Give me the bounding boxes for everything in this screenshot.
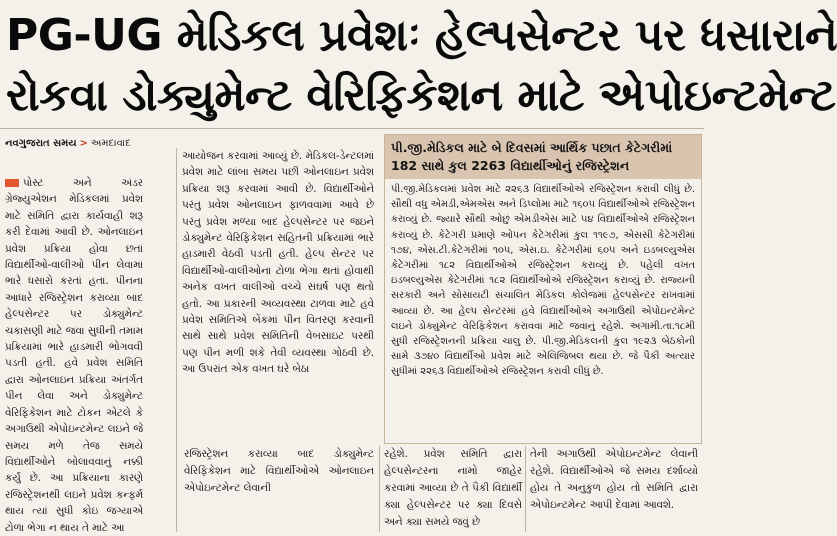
byline-source: નવગુજરાત સમય (5, 138, 77, 149)
column-divider-2 (379, 446, 380, 532)
sidebar-box-text: પી.જી.મેડિકલમાં પ્રવેશ માટે ૨૨૬૩ વિદ્યાર્થીઓએ રજિસ્ટ્રેશન કરાવી લીધું છે. સૌથી વધુ એમડી,એમએસ અને ડિપ્લોમા માટે ૧૬૦૫ વિદ્યાર્થીઓએ રજિસ્ટ્રેશન કરાવ્યું છે. જ્યારે સૌથી ઓછું એમડીએસ માટે ૫૪ વિદ્યાર્થીઓએ રજિસ્ટ્રેશન કરાવ્યું છે. કેટેગરી પ્રમાણે ઓપન કેટેગરીમાં કુલ ૧૧૯૭, એસસી કેટેગરીમાં ૧૭૪, એસ.ટી.કેટેગરીમાં ૧૦૫, એસ.ઇ. કેટેગરીમાં ૬૦૫ અને ઇડબલ્યુએસ કેટેગરીમાં ૧૮૨ વિદ્યાર્થીઓએ રજિસ્ટ્રેશન કરાવ્યું છે. પહેલી વખત ઇડબલ્યુએસ કેટેગરીમાં ૧૮૨ વિદ્યાર્થીઓએ રજિસ્ટ્રેશન કરાવ્યું છે. રાજ્યની સરકારી અને સોસાયટી સંચાલિત મેડિકલ કોલેજમાં હેલ્પસેન્ટર રાખવામાં આવ્યા છે. આ હેલ્પ સેન્ટરમાં હવે વિદ્યાર્થીઓએ અગાઉથી એપોઇન્ટમેન્ટ લઇને ડોક્યુમેન્ટ વેરિફિકેશન કરાવવા માટે જવાનું રહેશે. અગામી.તા.૧૮મી સુધી રજિસ્ટ્રેશનની પ્રક્રિયા ચાલુ છે. પી.જી.મેડિકલની કુલ ૧૯૨૩ બેઠકોની સામે ૩૭૪૦ વિદ્યાર્થીઓ પ્રવેશ માટે એલિજિબલ થયા છે. જે પૈકી અત્યાર સુધીમાં ૨૨૬૩ વિદ્યાર્થીઓએ રજિસ્ટ્રેશન કરાવી લીધું છે. (391, 184, 695, 378)
column-2-text: આયોજન કરવામાં આવ્યું છે. મેડિકલ-ડેન્ટલમાં પ્રવેશ માટે લાંબા સમય પછી ઓનલાઇન પ્રવેશ પ્રક્રિયા શરૂ કરવામાં આવી છે. વિદ્યાર્થીઓને પરંતુ પ્રવેશ ઓનલાઇન ફાળવવામાં આવે છે પરંતુ પ્રવેશ મળ્યા બાદ હેલ્પસેન્ટર પર જઇને ડોક્યુમેન્ટ વેરિફિકેશન સહિતની પ્રક્રિયામાં ભારે હાડમારી વેઠવી પડતી હતી. હેલ્પ સેન્ટર પર વિદ્યાર્થીઓ-વાલીઓના ટોળા ભેગા થતાં હોવાથી અનેક વખત વાલીઓ વચ્ચે સંઘર્ષ પણ થતો હતો. આ પ્રકારની અવ્યવસ્થા ટાળવા માટે હવે પ્રવેશ સમિતિએ બેંકમાં પીન વિતરણ કરવાની સાથે સાથે પ્રવેશ સમિતિની વેબસાઇટ પરથી પણ પીન મળી શકે તેવી વ્યવસ્થા ગોઠવી છે. આ ઉપરાંત એક વખત ઘરે બેઠા (182, 150, 374, 376)
byline-city: અમદાવાદ (90, 138, 131, 149)
bottom-column-3: રહેશે. પ્રવેશ સમિતિ દ્વારા હેલ્પસેન્ટરના નામો જાહેર કરવામાં આવ્યા છે તે પૈકી વિદ્યાર્થી ક્યા હેલ્પસેન્ટર પર ક્યા દિવસે અને ક્યા સમયે જવું છે (384, 448, 522, 528)
headline (0, 0, 837, 128)
sidebar-title-line-1: પી.જી.મેડિકલ માટે બે દિવસમાં આર્થિક પછાત કેટેગરીમાં (391, 140, 673, 155)
column-divider-1 (176, 148, 177, 532)
column-1-text: પોસ્ટ અને અંડર ગ્રેજ્યુએશન મેડિકલમાં પ્રવેશ માટે સમિતિ દ્વારા કાર્યવાહી શરૂ કરી દેવામાં આવી છે. ઓનલાઇન પ્રવેશ પ્રક્રિયા હોવા છતાં વિદ્યાર્થીઓ-વાલીઓ પીન લેવામાં ભારે ધસારો કરતાં હતા. પીનના આધારે રજિસ્ટ્રેશન કરાવ્યા બાદ હેલ્પસેન્ટર પર ડોક્યુમેન્ટ ચકાસણી માટે જવા સુધીની તમામ પ્રક્રિયામાં ભારે હાડમારી ભોગવવી પડતી હતી. હવે પ્રવેશ સમિતિ દ્વારા ઓનલાઇન પ્રક્રિયા અંતર્ગત પીન લેવા અને ડોક્યુમેન્ટ વેરિફિકેશન માટે ટોકન એટલે કે અગાઉથી એપોઇન્ટમેન્ટ લઇને જે સમય મળે તેજ સમયે વિદ્યાર્થીઓને બોલાવવાનું નક્કી કર્યું છે. આ પ્રક્રિયાના કારણે રજિસ્ટ્રેશનથી લઇને પ્રવેશ કન્ફર્મ થાય ત્યાં સુધી કોઇ જગ્યાએ ટોળા ભેગા ન થાય તે માટે આ (5, 177, 143, 534)
column-divider-3 (525, 446, 526, 532)
headline-line-2: રોકવા ડોક્યુમેન્ટ વેરિફિકેશન માટે એપોઇન્ટમેન્ટ (6, 70, 836, 121)
sidebar-box (384, 134, 702, 444)
bottom-column-2: રજિસ્ટ્રેશન કરાવ્યા બાદ ડોક્યુમેન્ટ વેરિફિકેશન માટે વિદ્યાર્થીઓએ ઓનલાઇન એપોઇન્ટમેન્ટ લેવાની (184, 448, 374, 494)
byline-separator: > (79, 138, 88, 149)
headline-divider (0, 128, 704, 129)
sidebar-title-line-2: 182 સાથે કુલ 2263 વિદ્યાર્થીઓનું રજિસ્ટ્રેશન (391, 158, 630, 173)
sidebar-box-title (385, 135, 701, 179)
bottom-column-4: તેની અગાઉથી એપોઇન્ટમેન્ટ લેવાની રહેશે. વિદ્યાર્થીઓએ જે સમય દર્શાવ્યો હોય તે અનુકુળ હોય તો સમિતિ દ્વારા એપોઇન્ટમેન્ટ આપી દેવામાં આવશે. (530, 448, 698, 511)
lead-marker-icon (5, 179, 19, 187)
article-column-2 (182, 148, 374, 442)
byline (5, 138, 131, 149)
article-column-1 (5, 175, 143, 534)
headline-line-1: PG-UG મેડિકલ પ્રવેશઃ હેલ્પસેન્ટર પર ધસારાને (6, 10, 837, 61)
